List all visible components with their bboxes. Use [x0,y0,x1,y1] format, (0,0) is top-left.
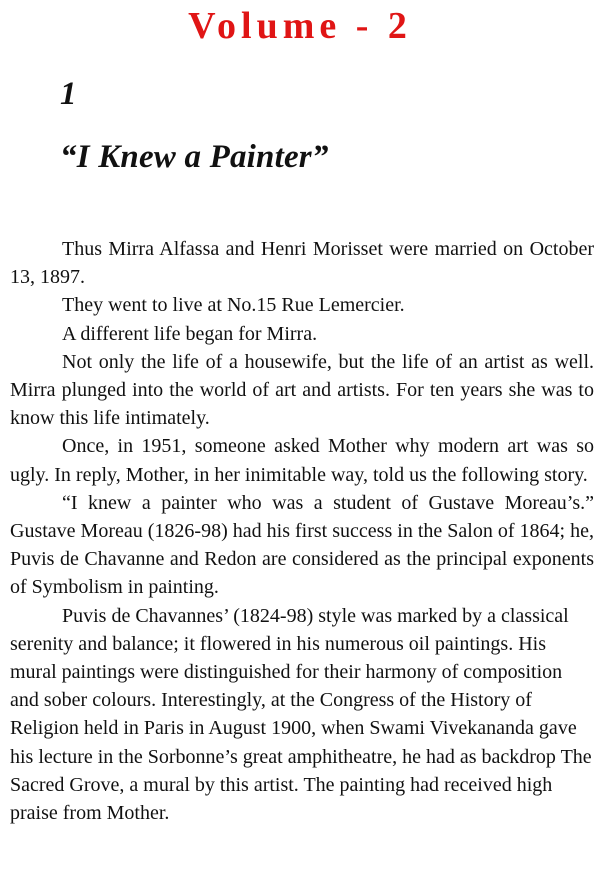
chapter-body [0,235,600,827]
paragraph-modern-art-question: Once, in 1951, someone asked Mother why modern art was so ugly. In reply, Mother, in her inimitable way, told us the following story. [10,435,594,486]
volume-title: Volume - 2 [188,5,412,47]
paragraph-new-life: A different life began for Mirra. [62,322,318,345]
paragraph-gustave-moreau: “I knew a painter who was a student of Gustave Moreau’s.” Gustave Moreau (1826-98) had his first success in the Salon of 1864; he, Puvis de Chavanne and Redon are considered as the principal exponents of Symbolism in painting. [10,491,594,599]
paragraph-residence: They went to live at No.15 Rue Lemercier. [62,294,405,317]
paragraph-artist-life: Not only the life of a housewife, but the life of an artist as well. Mirra plunged into the world of art and artists. For ten years she was to know this life intimately. [10,350,594,430]
chapter-number: 1 [60,76,77,112]
paragraph-marriage: Thus Mirra Alfassa and Henri Morisset were married on October 13, 1897. [10,238,594,289]
paragraph-puvis-de-chavannes: Puvis de Chavannes’ (1824-98) style was marked by a classical serenity and balance; it flowered in his numerous oil paintings. His mural paintings were distinguished for their harmony of composition and sober colours. Interestingly, at the Congress of the History of Religion held in Paris in August 1900, when Swami Vivekananda gave his lecture in the Sorbonne’s great amphitheatre, he had as backdrop The Sacred Grove, a mural by this artist. The painting had received high praise from Mother. [10,604,592,825]
chapter-title: “I Knew a Painter” [60,139,329,175]
